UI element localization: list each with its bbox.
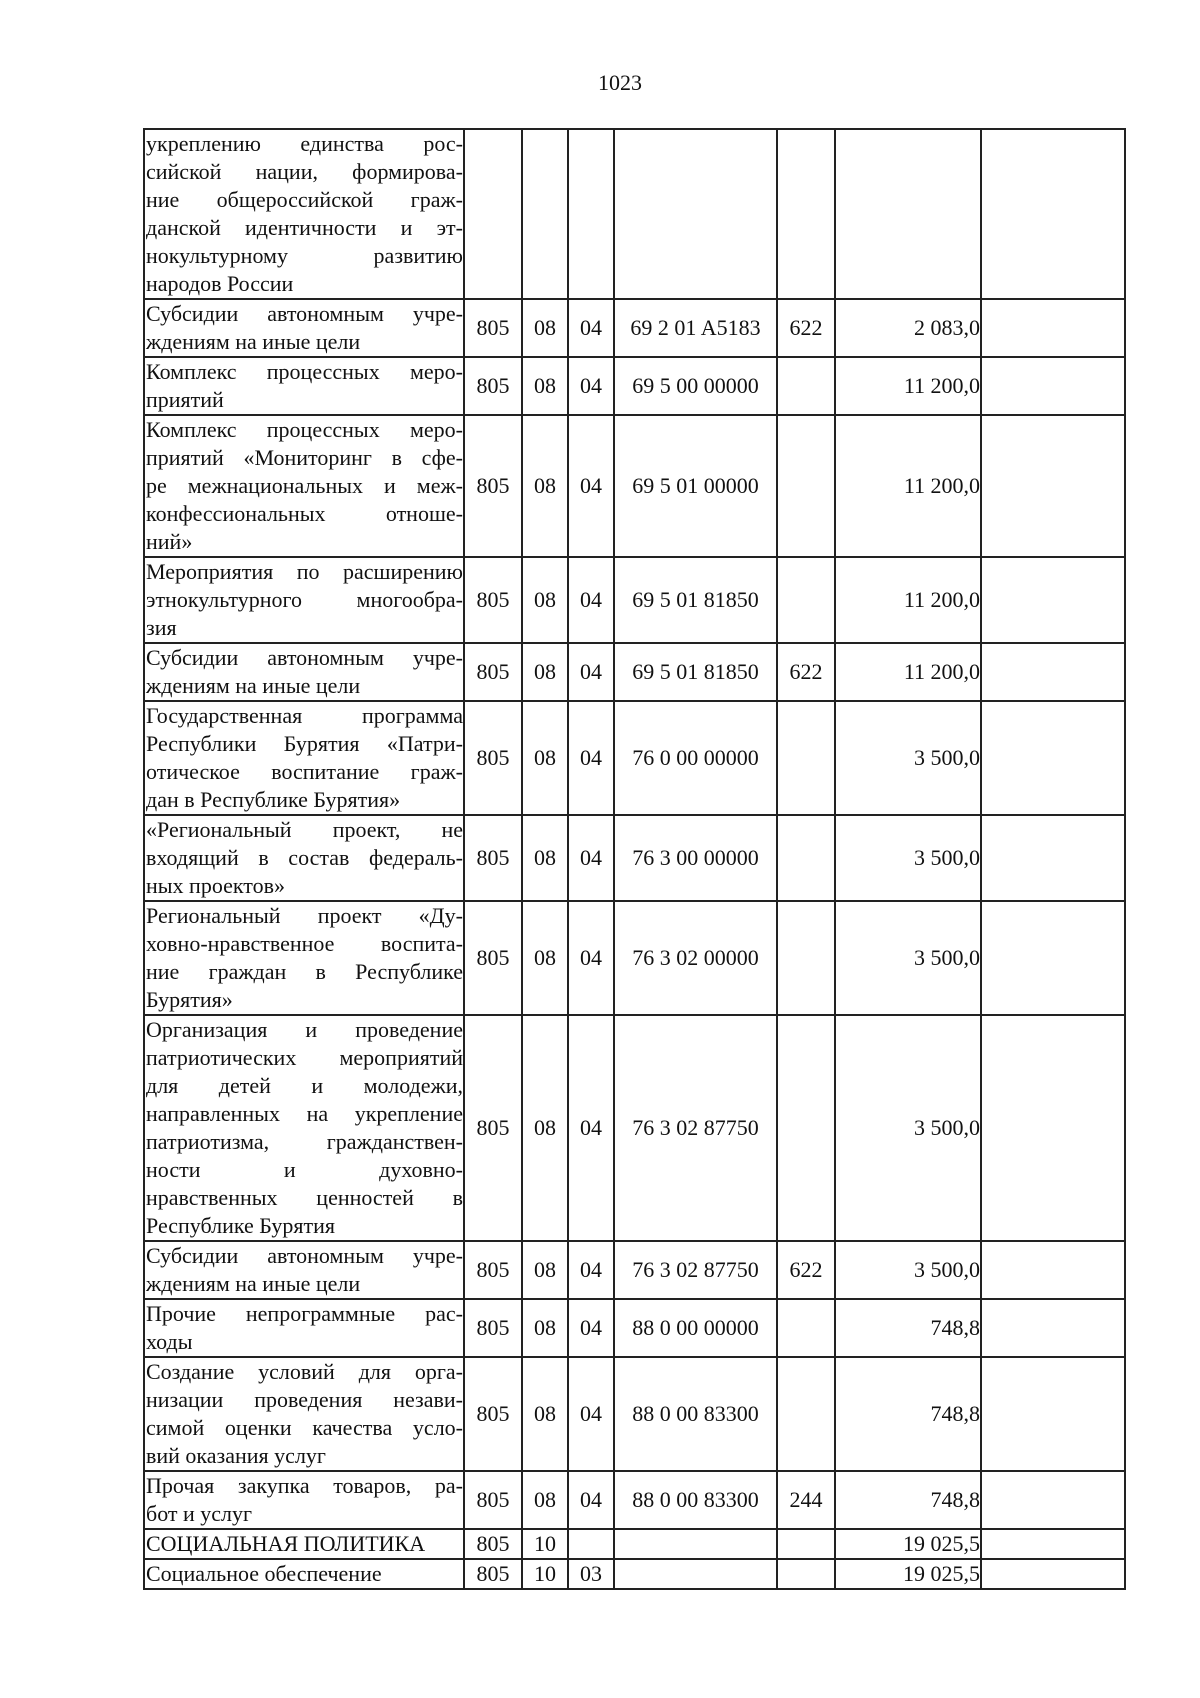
- gr-code-cell: 805: [464, 1529, 522, 1559]
- extra-amount-cell: [981, 1559, 1125, 1589]
- expense-type-cell: [777, 901, 835, 1015]
- target-article-cell: 69 5 01 00000: [614, 415, 777, 557]
- expense-type-cell: [777, 129, 835, 299]
- target-article-cell: 88 0 00 00000: [614, 1299, 777, 1357]
- item-name-line: ждениям на иные цели: [146, 673, 361, 698]
- item-name-line: ждениям на иные цели: [146, 1271, 361, 1296]
- item-name-cell: [144, 1559, 464, 1589]
- extra-amount-cell: [981, 557, 1125, 643]
- table-row: [144, 1559, 1125, 1589]
- gr-code-cell: 805: [464, 701, 522, 815]
- item-name-line: симой оценки качества усло-: [146, 1415, 463, 1440]
- extra-amount-cell: [981, 299, 1125, 357]
- expense-type-cell: [777, 1357, 835, 1471]
- item-name-cell: [144, 1015, 464, 1241]
- section-code-cell: 08: [522, 1241, 568, 1299]
- table-row: [144, 299, 1125, 357]
- target-article-cell: 76 0 00 00000: [614, 701, 777, 815]
- section-code-cell: 08: [522, 1299, 568, 1357]
- item-name-line: сийской нации, формирова-: [146, 159, 463, 184]
- item-name-line: Комплекс процессных меро-: [146, 359, 463, 384]
- table-row: [144, 1471, 1125, 1529]
- item-name-line: ние общероссийской граж-: [146, 187, 463, 212]
- item-name-line: вий оказания услуг: [146, 1443, 326, 1468]
- table-row: [144, 1357, 1125, 1471]
- item-name-line: конфессиональных отноше-: [146, 501, 463, 526]
- target-article-cell: 88 0 00 83300: [614, 1471, 777, 1529]
- item-name-line: отическое воспитание граж-: [146, 759, 463, 784]
- item-name-line: укреплению единства рос-: [146, 131, 463, 156]
- budget-table: [143, 128, 1126, 1590]
- item-name-line: низации проведения незави-: [146, 1387, 463, 1412]
- expense-type-cell: 244: [777, 1471, 835, 1529]
- subsection-code-cell: [568, 1529, 614, 1559]
- target-article-cell: 69 2 01 A5183: [614, 299, 777, 357]
- item-name-line: нокультурному развитию: [146, 243, 463, 268]
- target-article-cell: 88 0 00 83300: [614, 1357, 777, 1471]
- target-article-cell: 76 3 02 87750: [614, 1015, 777, 1241]
- expense-type-cell: [777, 701, 835, 815]
- table-row: [144, 701, 1125, 815]
- expense-type-cell: [777, 415, 835, 557]
- extra-amount-cell: [981, 1299, 1125, 1357]
- item-name-cell: [144, 1529, 464, 1559]
- item-name-cell: [144, 901, 464, 1015]
- item-name-line: данской идентичности и эт-: [146, 215, 463, 240]
- item-name-line: ре межнациональных и меж-: [146, 473, 463, 498]
- item-name-line: входящий в состав федераль-: [146, 845, 463, 870]
- subsection-code-cell: 04: [568, 557, 614, 643]
- table-row: [144, 1529, 1125, 1559]
- item-name-cell: [144, 415, 464, 557]
- item-name-line: направленных на укрепление: [146, 1101, 463, 1126]
- target-article-cell: 76 3 02 87750: [614, 1241, 777, 1299]
- subsection-code-cell: 04: [568, 643, 614, 701]
- item-name-line: ных проектов»: [146, 873, 285, 898]
- expense-type-cell: [777, 1015, 835, 1241]
- gr-code-cell: 805: [464, 299, 522, 357]
- item-name-line: Прочие непрограммные рас-: [146, 1301, 463, 1326]
- item-name-line: СОЦИАЛЬНАЯ ПОЛИТИКА: [146, 1531, 426, 1556]
- amount-cell: 2 083,0: [835, 299, 981, 357]
- gr-code-cell: [464, 129, 522, 299]
- target-article-cell: 69 5 00 00000: [614, 357, 777, 415]
- item-name-line: ходы: [146, 1329, 193, 1354]
- gr-code-cell: 805: [464, 1559, 522, 1589]
- extra-amount-cell: [981, 1471, 1125, 1529]
- section-code-cell: 08: [522, 815, 568, 901]
- item-name-cell: [144, 1241, 464, 1299]
- extra-amount-cell: [981, 901, 1125, 1015]
- item-name-cell: [144, 701, 464, 815]
- table-row: [144, 129, 1125, 299]
- item-name-line: ний»: [146, 529, 193, 554]
- table-row: [144, 815, 1125, 901]
- item-name-cell: [144, 815, 464, 901]
- item-name-cell: [144, 1471, 464, 1529]
- target-article-cell: [614, 1559, 777, 1589]
- subsection-code-cell: 03: [568, 1559, 614, 1589]
- section-code-cell: 10: [522, 1529, 568, 1559]
- item-name-line: приятий «Мониторинг в сфе-: [146, 445, 463, 470]
- subsection-code-cell: 04: [568, 1299, 614, 1357]
- amount-cell: 19 025,5: [835, 1529, 981, 1559]
- expense-type-cell: [777, 1299, 835, 1357]
- item-name-line: народов России: [146, 271, 294, 296]
- subsection-code-cell: 04: [568, 815, 614, 901]
- amount-cell: 748,8: [835, 1299, 981, 1357]
- item-name-line: «Региональный проект, не: [146, 817, 463, 842]
- item-name-line: этнокультурного многообра-: [146, 587, 463, 612]
- target-article-cell: 76 3 00 00000: [614, 815, 777, 901]
- item-name-line: Мероприятия по расширению: [146, 559, 463, 584]
- amount-cell: 3 500,0: [835, 815, 981, 901]
- gr-code-cell: 805: [464, 901, 522, 1015]
- item-name-cell: [144, 557, 464, 643]
- expense-type-cell: 622: [777, 643, 835, 701]
- subsection-code-cell: 04: [568, 1015, 614, 1241]
- amount-cell: 11 200,0: [835, 643, 981, 701]
- item-name-cell: [144, 1299, 464, 1357]
- gr-code-cell: 805: [464, 1357, 522, 1471]
- target-article-cell: 76 3 02 00000: [614, 901, 777, 1015]
- target-article-cell: 69 5 01 81850: [614, 643, 777, 701]
- subsection-code-cell: [568, 129, 614, 299]
- item-name-line: ности и духовно-: [146, 1157, 463, 1182]
- extra-amount-cell: [981, 357, 1125, 415]
- section-code-cell: 08: [522, 1357, 568, 1471]
- table-row: [144, 1299, 1125, 1357]
- gr-code-cell: 805: [464, 1299, 522, 1357]
- item-name-line: нравственных ценностей в: [146, 1185, 463, 1210]
- item-name-line: Региональный проект «Ду-: [146, 903, 463, 928]
- extra-amount-cell: [981, 1357, 1125, 1471]
- amount-cell: 3 500,0: [835, 1241, 981, 1299]
- item-name-line: ховно-нравственное воспита-: [146, 931, 463, 956]
- expense-type-cell: [777, 557, 835, 643]
- gr-code-cell: 805: [464, 815, 522, 901]
- gr-code-cell: 805: [464, 557, 522, 643]
- extra-amount-cell: [981, 415, 1125, 557]
- subsection-code-cell: 04: [568, 1471, 614, 1529]
- gr-code-cell: 805: [464, 1015, 522, 1241]
- extra-amount-cell: [981, 815, 1125, 901]
- table-row: [144, 557, 1125, 643]
- section-code-cell: 08: [522, 1471, 568, 1529]
- table-row: [144, 643, 1125, 701]
- gr-code-cell: 805: [464, 643, 522, 701]
- item-name-cell: [144, 1357, 464, 1471]
- item-name-line: патриотизма, гражданствен-: [146, 1129, 463, 1154]
- item-name-line: Комплекс процессных меро-: [146, 417, 463, 442]
- extra-amount-cell: [981, 1015, 1125, 1241]
- section-code-cell: 08: [522, 557, 568, 643]
- item-name-line: Субсидии автономным учре-: [146, 301, 463, 326]
- expense-type-cell: [777, 1559, 835, 1589]
- section-code-cell: 08: [522, 643, 568, 701]
- page-number: 1023: [598, 70, 642, 95]
- amount-cell: [835, 129, 981, 299]
- amount-cell: 19 025,5: [835, 1559, 981, 1589]
- table-row: [144, 357, 1125, 415]
- item-name-line: приятий: [146, 387, 224, 412]
- section-code-cell: 08: [522, 299, 568, 357]
- subsection-code-cell: 04: [568, 415, 614, 557]
- extra-amount-cell: [981, 1241, 1125, 1299]
- gr-code-cell: 805: [464, 1471, 522, 1529]
- item-name-line: Республике Бурятия: [146, 1213, 336, 1238]
- section-code-cell: 08: [522, 357, 568, 415]
- item-name-line: патриотических мероприятий: [146, 1045, 463, 1070]
- amount-cell: 11 200,0: [835, 415, 981, 557]
- expense-type-cell: 622: [777, 1241, 835, 1299]
- subsection-code-cell: 04: [568, 299, 614, 357]
- item-name-line: ждениям на иные цели: [146, 329, 361, 354]
- extra-amount-cell: [981, 701, 1125, 815]
- gr-code-cell: 805: [464, 415, 522, 557]
- item-name-cell: [144, 643, 464, 701]
- budget-table-body: [144, 129, 1125, 1589]
- target-article-cell: 69 5 01 81850: [614, 557, 777, 643]
- table-row: [144, 1015, 1125, 1241]
- item-name-line: Социальное обеспечение: [146, 1561, 382, 1586]
- amount-cell: 748,8: [835, 1471, 981, 1529]
- item-name-line: зия: [146, 615, 177, 640]
- item-name-line: Субсидии автономным учре-: [146, 1243, 463, 1268]
- section-code-cell: 08: [522, 701, 568, 815]
- amount-cell: 3 500,0: [835, 901, 981, 1015]
- item-name-cell: [144, 357, 464, 415]
- item-name-cell: [144, 129, 464, 299]
- item-name-line: Республики Бурятия «Патри-: [146, 731, 463, 756]
- item-name-cell: [144, 299, 464, 357]
- extra-amount-cell: [981, 643, 1125, 701]
- gr-code-cell: 805: [464, 357, 522, 415]
- section-code-cell: 08: [522, 415, 568, 557]
- extra-amount-cell: [981, 129, 1125, 299]
- expense-type-cell: 622: [777, 299, 835, 357]
- item-name-line: ние граждан в Республике: [146, 959, 463, 984]
- expense-type-cell: [777, 357, 835, 415]
- item-name-line: дан в Республике Бурятия»: [146, 787, 401, 812]
- subsection-code-cell: 04: [568, 1357, 614, 1471]
- target-article-cell: [614, 1529, 777, 1559]
- amount-cell: 11 200,0: [835, 557, 981, 643]
- item-name-line: для детей и молодежи,: [146, 1073, 463, 1098]
- target-article-cell: [614, 129, 777, 299]
- subsection-code-cell: 04: [568, 357, 614, 415]
- section-code-cell: 08: [522, 901, 568, 1015]
- table-row: [144, 1241, 1125, 1299]
- section-code-cell: 10: [522, 1559, 568, 1589]
- amount-cell: 748,8: [835, 1357, 981, 1471]
- item-name-line: Создание условий для орга-: [146, 1359, 463, 1384]
- gr-code-cell: 805: [464, 1241, 522, 1299]
- extra-amount-cell: [981, 1529, 1125, 1559]
- table-row: [144, 901, 1125, 1015]
- item-name-line: Государственная программа: [146, 703, 463, 728]
- amount-cell: 11 200,0: [835, 357, 981, 415]
- amount-cell: 3 500,0: [835, 1015, 981, 1241]
- section-code-cell: [522, 129, 568, 299]
- table-row: [144, 415, 1125, 557]
- item-name-line: Субсидии автономным учре-: [146, 645, 463, 670]
- subsection-code-cell: 04: [568, 1241, 614, 1299]
- expense-type-cell: [777, 815, 835, 901]
- item-name-line: Бурятия»: [146, 987, 233, 1012]
- item-name-line: Организация и проведение: [146, 1017, 463, 1042]
- amount-cell: 3 500,0: [835, 701, 981, 815]
- expense-type-cell: [777, 1529, 835, 1559]
- subsection-code-cell: 04: [568, 701, 614, 815]
- section-code-cell: 08: [522, 1015, 568, 1241]
- item-name-line: Прочая закупка товаров, ра-: [146, 1473, 463, 1498]
- subsection-code-cell: 04: [568, 901, 614, 1015]
- item-name-line: бот и услуг: [146, 1501, 253, 1526]
